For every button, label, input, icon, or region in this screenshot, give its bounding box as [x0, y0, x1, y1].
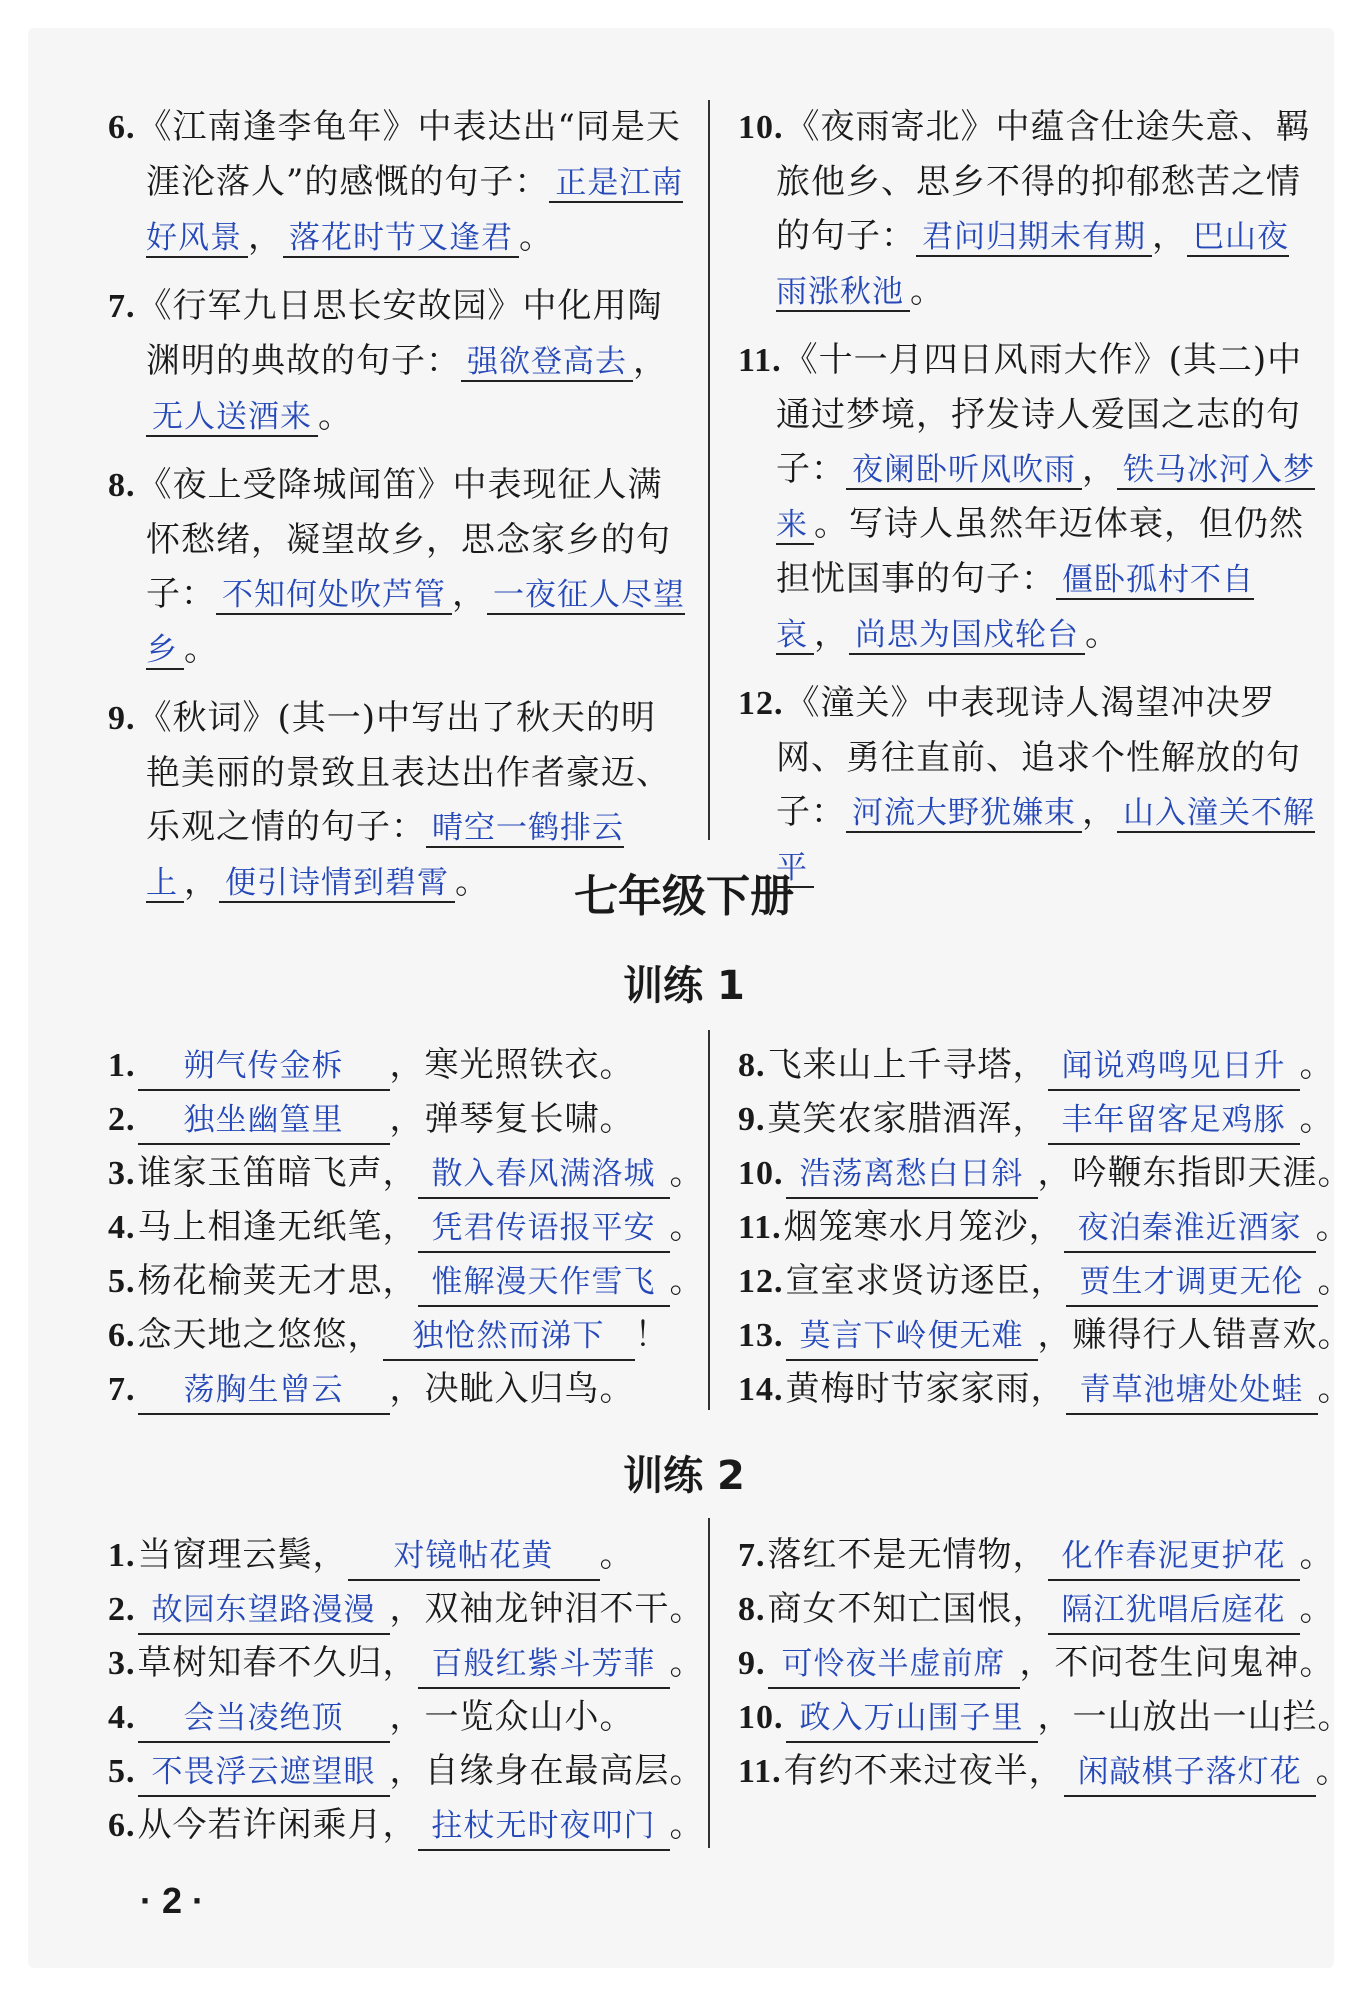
- question-text: 有约不来过夜半，: [783, 1751, 1064, 1791]
- question-text: 烟笼寒水月笼沙，: [783, 1207, 1064, 1247]
- question-number: 7.: [738, 1537, 766, 1574]
- answer-text: 便引诗情到碧霄: [219, 865, 455, 903]
- question-text: 《夜雨寄北》中蕴含仕途失意、羁旅他乡、思乡不得的抑郁愁苦之情的句子：: [776, 107, 1311, 256]
- question-text: 。: [1299, 1589, 1335, 1629]
- question-text: 马上相逢无纸笔，: [137, 1207, 418, 1247]
- question-number: 13.: [738, 1317, 784, 1354]
- answer-text: 河流大野犹嫌束: [846, 795, 1082, 833]
- answer-text: 百般红紫斗芳菲: [418, 1641, 670, 1689]
- question-text: ，: [1082, 449, 1117, 489]
- fill-row: [108, 1582, 705, 1636]
- question-number: 8.: [738, 1047, 766, 1084]
- answer-text: 化作春泥更护花: [1048, 1533, 1300, 1581]
- fill-row: [108, 1798, 705, 1852]
- answer-text: 朔气传金柝: [138, 1043, 390, 1091]
- question-number: 9.: [738, 1101, 766, 1138]
- question-text: 。: [1299, 1099, 1335, 1139]
- question-item: [738, 100, 1318, 319]
- fill-row: [738, 1200, 1351, 1254]
- question-text: ，: [184, 862, 219, 902]
- question-text: 。: [669, 1805, 705, 1845]
- answer-text: 散入春风满洛城: [418, 1151, 670, 1199]
- fill-row: [108, 1092, 635, 1146]
- training1-title: 训练 1: [623, 963, 745, 1009]
- question-item: [108, 458, 688, 677]
- fill-row: [738, 1528, 1335, 1582]
- question-text: ，一览众山小。: [389, 1697, 635, 1737]
- question-text: 。: [184, 629, 219, 669]
- question-text: ，赚得行人错喜欢。: [1037, 1315, 1353, 1355]
- question-text: ，决眦入归鸟。: [389, 1369, 635, 1409]
- fill-row: [108, 1362, 635, 1416]
- fill-row: [738, 1690, 1353, 1744]
- question-number: 6.: [108, 1807, 136, 1844]
- question-text: 。: [910, 271, 945, 311]
- question-number: 3.: [108, 1155, 136, 1192]
- question-number: 12.: [738, 1263, 784, 1300]
- fill-row: [108, 1308, 670, 1362]
- question-text: 。: [669, 1261, 705, 1301]
- question-number: 6.: [108, 1317, 136, 1354]
- answer-text: 尚思为国戍轮台: [849, 617, 1085, 655]
- answer-text: 闻说鸡鸣见日升: [1048, 1043, 1300, 1091]
- question-text: 《行军九日思长安故园》中化用陶渊明的典故的句子：: [137, 286, 663, 381]
- question-text: 从今若许闲乘月，: [137, 1805, 418, 1845]
- question-number: 4.: [108, 1699, 136, 1736]
- answer-text: 丰年留客足鸡豚: [1048, 1097, 1300, 1145]
- answer-text: 惟解漫天作雪飞: [418, 1259, 670, 1307]
- fill-row: [108, 1038, 635, 1092]
- question-number: 5.: [108, 1753, 136, 1790]
- answer-text: 不知何处吹芦管: [216, 577, 452, 615]
- question-number: 10.: [738, 1699, 784, 1736]
- answer-text: 故园东望路漫漫: [138, 1587, 390, 1635]
- answer-text: 会当凌绝顶: [138, 1695, 390, 1743]
- fill-row: [738, 1038, 1335, 1092]
- question-text: 杨花榆荚无才思，: [137, 1261, 418, 1301]
- training2-title: 训练 2: [623, 1453, 745, 1499]
- answer-text: 可怜夜半虚前席: [768, 1641, 1020, 1689]
- fill-row: [738, 1254, 1353, 1308]
- question-text: 黄梅时节家家雨，: [785, 1369, 1066, 1409]
- answer-text: 莫言下岭便无难: [786, 1313, 1038, 1361]
- question-text: 。: [599, 1535, 635, 1575]
- answer-text: 浩荡离愁白日斜: [786, 1151, 1038, 1199]
- question-number: 10.: [738, 109, 784, 146]
- question-text: ，一山放出一山拦。: [1037, 1697, 1353, 1737]
- question-text: 。: [669, 1153, 705, 1193]
- fill-row: [738, 1308, 1353, 1362]
- question-item: [108, 100, 688, 265]
- question-text: ，吟鞭东指即天涯。: [1037, 1153, 1353, 1193]
- answer-text: 独坐幽篁里: [138, 1097, 390, 1145]
- question-text: 《秋词》(其一)中写出了秋天的明艳美丽的景致且表达出作者豪迈、乐观之情的句子：: [137, 698, 671, 847]
- question-text: 。: [519, 217, 554, 257]
- question-number: 10.: [738, 1155, 784, 1192]
- answer-text: 巴山夜雨涨秋池: [776, 219, 1289, 310]
- question-text: 商女不知亡国恨，: [767, 1589, 1048, 1629]
- fill-row: [108, 1200, 705, 1254]
- answer-text: 闲敲棋子落灯花: [1064, 1749, 1316, 1797]
- answer-text: 晴空一鹤排云上: [146, 810, 624, 901]
- grade-heading: 七年级下册: [574, 871, 794, 922]
- question-number: 6.: [108, 109, 136, 146]
- question-text: 。: [318, 396, 353, 436]
- answer-text: 铁马冰河入梦来: [776, 452, 1315, 543]
- answer-text: 正是江南好风景: [146, 165, 684, 256]
- question-text: 飞来山上千寻塔，: [767, 1045, 1048, 1085]
- question-text: 。: [1317, 1261, 1353, 1301]
- question-number: 1.: [108, 1047, 136, 1084]
- answer-text: 拄杖无时夜叩门: [418, 1803, 670, 1851]
- question-text: ，弹琴复长啸。: [389, 1099, 635, 1139]
- column-divider: [708, 1518, 710, 1848]
- question-number: 9.: [108, 700, 136, 737]
- column-divider: [708, 100, 710, 840]
- answer-text: 僵卧孤村不自哀: [776, 562, 1254, 653]
- answer-text: 强欲登高去: [461, 344, 633, 382]
- answer-text: 夜泊秦淮近酒家: [1064, 1205, 1316, 1253]
- question-text: ，: [452, 574, 487, 614]
- question-text: ，: [814, 614, 849, 654]
- question-text: ，: [248, 217, 283, 257]
- answer-text: 政入万山围子里: [786, 1695, 1038, 1743]
- question-text: 莫笑农家腊酒浑，: [767, 1099, 1048, 1139]
- question-text: 。: [1085, 614, 1120, 654]
- upper-right-column: [738, 100, 1318, 909]
- question-number: 3.: [108, 1645, 136, 1682]
- question-text: ，自缘身在最高层。: [389, 1751, 705, 1791]
- answer-text: 贾生才调更无伦: [1066, 1259, 1318, 1307]
- answer-text: 夜阑卧听风吹雨: [846, 452, 1082, 490]
- question-text: 《夜上受降城闻笛》中表现征人满怀愁绪，凝望故乡，思念家乡的句子：: [137, 465, 671, 614]
- question-text: 宣室求贤访逐臣，: [785, 1261, 1066, 1301]
- question-text: 。: [1299, 1045, 1335, 1085]
- question-text: 。: [455, 862, 490, 902]
- question-item: [108, 279, 688, 444]
- page-number: · 2 ·: [140, 1880, 205, 1921]
- answer-text: 荡胸生曾云: [138, 1367, 390, 1415]
- question-number: 11.: [738, 1209, 782, 1246]
- answer-text: 独怆然而涕下: [383, 1313, 635, 1361]
- column-divider: [708, 1030, 710, 1410]
- fill-row: [738, 1146, 1353, 1200]
- answer-text: 山入潼关不解平: [776, 795, 1315, 886]
- question-text: ，: [1082, 792, 1117, 832]
- question-number: 11.: [738, 342, 782, 379]
- question-number: 2.: [108, 1591, 136, 1628]
- answer-text: 不畏浮云遮望眼: [138, 1749, 390, 1797]
- question-number: 8.: [738, 1591, 766, 1628]
- question-text: 。: [1315, 1207, 1351, 1247]
- question-number: 9.: [738, 1645, 766, 1682]
- question-text: 。写诗人虽然年迈体衰，但仍然担忧国事的句子：: [776, 504, 1304, 599]
- fill-row: [108, 1690, 635, 1744]
- fill-row: [738, 1582, 1335, 1636]
- question-number: 7.: [108, 1371, 136, 1408]
- question-number: 4.: [108, 1209, 136, 1246]
- question-text: 。: [669, 1643, 705, 1683]
- answer-text: 凭君传语报平安: [418, 1205, 670, 1253]
- question-number: 1.: [108, 1537, 136, 1574]
- fill-row: [738, 1744, 1351, 1798]
- question-text: ！: [634, 1315, 670, 1355]
- question-text: 念天地之悠悠，: [137, 1315, 383, 1355]
- fill-row: [108, 1528, 635, 1582]
- answer-text: 无人送酒来: [146, 399, 318, 437]
- question-number: 11.: [738, 1753, 782, 1790]
- fill-row: [108, 1254, 705, 1308]
- question-number: 7.: [108, 288, 136, 325]
- question-text: 草树知春不久归，: [137, 1643, 418, 1683]
- question-number: 12.: [738, 685, 784, 722]
- question-number: 5.: [108, 1263, 136, 1300]
- question-text: ，: [1152, 216, 1187, 256]
- question-text: 落红不是无情物，: [767, 1535, 1048, 1575]
- fill-row: [738, 1092, 1335, 1146]
- question-text: 《潼关》中表现诗人渴望冲决罗网、勇往直前、追求个性解放的句子：: [776, 683, 1301, 832]
- question-text: ，寒光照铁衣。: [389, 1045, 635, 1085]
- upper-left-column: [108, 100, 688, 924]
- fill-row: [108, 1744, 705, 1798]
- answer-text: 对镜帖花黄: [348, 1533, 600, 1581]
- question-text: ，: [633, 341, 668, 381]
- fill-row: [738, 1362, 1353, 1416]
- question-text: 。: [669, 1207, 705, 1247]
- answer-text: 一夜征人尽望乡: [146, 577, 685, 668]
- question-number: 8.: [108, 467, 136, 504]
- question-item: [738, 333, 1318, 662]
- question-number: 14.: [738, 1371, 784, 1408]
- fill-row: [108, 1636, 705, 1690]
- answer-text: 落花时节又逢君: [283, 220, 519, 258]
- question-text: 。: [1315, 1751, 1351, 1791]
- question-text: 当窗理云鬓，: [137, 1535, 348, 1575]
- question-text: 。: [1317, 1369, 1353, 1409]
- question-text: 《十一月四日风雨大作》(其二)中通过梦境，抒发诗人爱国之志的句子：: [776, 340, 1303, 489]
- answer-text: 君问归期未有期: [916, 219, 1152, 257]
- question-text: 谁家玉笛暗飞声，: [137, 1153, 418, 1193]
- question-text: 《江南逢李龟年》中表达出“同是天涯沦落人”的感慨的句子：: [137, 107, 681, 202]
- question-text: 。: [1299, 1535, 1335, 1575]
- question-text: ，双袖龙钟泪不干。: [389, 1589, 705, 1629]
- fill-row: [108, 1146, 705, 1200]
- answer-text: 隔江犹唱后庭花: [1048, 1587, 1300, 1635]
- fill-row: [738, 1636, 1335, 1690]
- answer-text: 青草池塘处处蛙: [1066, 1367, 1318, 1415]
- question-text: ，不问苍生问鬼神。: [1019, 1643, 1335, 1683]
- question-number: 2.: [108, 1101, 136, 1138]
